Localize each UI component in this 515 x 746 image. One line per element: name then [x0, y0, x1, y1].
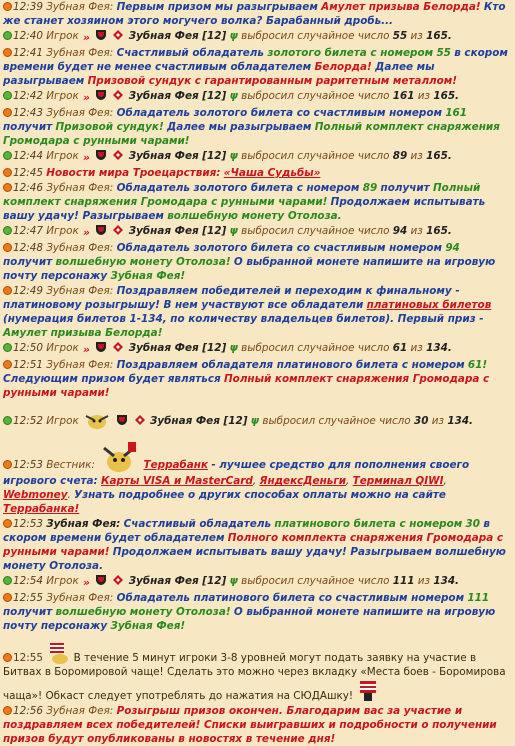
msg-text: из — [431, 415, 445, 427]
chat-message — [3, 89, 512, 105]
player-prefix: Игрок — [46, 90, 79, 102]
timestamp: 12:47 — [13, 225, 43, 237]
chat-message — [3, 149, 512, 165]
msg-text: выбросил случайное число — [241, 225, 390, 237]
orange-dot-icon — [3, 519, 12, 528]
clan-shield-icon[interactable] — [95, 149, 107, 161]
chat-message — [3, 591, 512, 633]
ticket-number: 55 — [436, 47, 451, 59]
chat-message — [3, 181, 512, 223]
chat-message — [3, 106, 512, 148]
roll-number: 61 — [392, 342, 408, 354]
msg-text: О выбранной монете напишите на игровую почту персонажу — [3, 606, 496, 632]
player-name[interactable]: Зубная Фея [12] — [128, 225, 227, 237]
msg-text: в скором времени будет обладателем — [3, 518, 490, 544]
timestamp: 12:53 — [13, 459, 43, 471]
green-dot-icon — [3, 151, 12, 160]
prize-name: Амулет призыва Белорда! — [3, 327, 163, 339]
chat-message — [3, 517, 512, 573]
orange-dot-icon — [3, 2, 12, 11]
chat-message — [3, 166, 512, 180]
herald-avatar-icon — [98, 438, 140, 474]
timestamp: 12:50 — [13, 342, 43, 354]
rank-icon — [112, 341, 124, 353]
timestamp: 12:53 — [13, 518, 43, 530]
prize-name: Амулет призыва Белорда! — [321, 1, 481, 13]
msg-text: выбросил случайное число — [241, 575, 390, 587]
roll-number: 161 — [392, 90, 415, 102]
sender[interactable]: Зубная Фея: — [46, 1, 114, 13]
msg-text: Розыгрыш призов окончен. Благодарим вас за участие и поздравляем всех победителей! Списки выигравших и подробности о получении призов будут опубликованы в новостях в течение дня! — [3, 705, 497, 745]
orange-dot-icon — [3, 183, 12, 192]
clan-shield-icon[interactable] — [95, 29, 107, 41]
info-icon[interactable]: ψ — [229, 30, 238, 42]
sender[interactable]: Зубная Фея: — [46, 182, 114, 194]
sender[interactable]: Зубная Фея: — [46, 592, 114, 604]
msg-text: из — [410, 30, 423, 42]
msg-text: Поздравляем победителей и переходим к финальному - платиновому розыгрышу! В нем участвуют все обладатели — [3, 285, 460, 311]
roll-total: 165. — [426, 30, 452, 42]
orange-dot-icon — [3, 243, 12, 252]
double-chevron-icon[interactable]: » — [83, 344, 90, 356]
ticket-number: 111 — [467, 592, 490, 604]
prize-name: Полный комплект снаряжения Громодара с рунными чарами! — [3, 182, 481, 208]
info-icon[interactable]: ψ — [229, 225, 238, 237]
payment-link-cards[interactable]: Карты VISA и MasterCard — [101, 475, 253, 487]
timestamp: 12:54 — [13, 575, 43, 587]
msg-text: получит — [3, 121, 53, 133]
timestamp: 12:42 — [13, 90, 43, 102]
player-prefix: Игрок — [46, 30, 79, 42]
timestamp: 12:43 — [13, 107, 43, 119]
msg-text: О выбранной монете напишите на игровую почту персонажу — [3, 256, 496, 282]
roll-total: 165. — [426, 225, 452, 237]
recipient-name: Зубная Фея! — [110, 270, 186, 282]
msg-text: выбросил случайное число — [241, 90, 390, 102]
player-prefix: Игрок — [46, 415, 79, 427]
roll-total: 134. — [447, 415, 473, 427]
roll-total: 165. — [433, 90, 459, 102]
chat-message — [3, 358, 512, 400]
roll-total: 165. — [426, 150, 452, 162]
info-icon[interactable]: ψ — [229, 575, 238, 587]
timestamp: 12:56 — [13, 705, 43, 717]
player-prefix: Игрок — [46, 575, 79, 587]
roll-number: 94 — [392, 225, 408, 237]
info-icon[interactable]: ψ — [229, 90, 238, 102]
ticket-number: 61! — [467, 359, 488, 371]
prize-name: Белорда! — [314, 61, 372, 73]
msg-text: Далее мы разыгрываем — [3, 61, 435, 87]
sender[interactable]: Зубная Фея: — [46, 242, 114, 254]
rank-icon — [112, 224, 124, 236]
msg-text: Обладатель платинового билета со счастливым номером — [116, 592, 465, 604]
timestamp: 12:44 — [13, 150, 43, 162]
msg-text: выбросил случайное число — [241, 150, 390, 162]
ticket-text: платинового билета с номером — [274, 518, 463, 530]
double-chevron-icon[interactable]: » — [83, 32, 90, 44]
sender[interactable]: Зубная Фея: — [46, 47, 114, 59]
msg-text: из — [410, 342, 423, 354]
msg-text: (нумерация билетов 1-134, по количеству владельцев билетов). Первый приз - — [3, 313, 484, 325]
sender[interactable]: Зубная Фея: — [46, 705, 114, 717]
news-link[interactable]: «Чаша Судьбы» — [223, 167, 321, 179]
timestamp: 12:51 — [13, 359, 43, 371]
msg-text: Обладатель золотого билета с номером — [116, 182, 360, 194]
double-chevron-icon[interactable]: » — [83, 577, 90, 589]
prize-name: Полного комплекта снаряжения Громодара с рунными чарами! — [3, 532, 504, 558]
sender[interactable]: Зубная Фея: — [46, 359, 114, 371]
msg-text: Счастливый обладатель — [123, 518, 272, 530]
msg-text: - лучшее средство для пополнения своего игрового счета: — [3, 459, 470, 487]
payment-link-qiwi[interactable]: Терминал QIWI — [352, 475, 444, 487]
green-dot-icon — [3, 416, 12, 425]
orange-dot-icon — [3, 360, 12, 369]
ticket-text: золотого билета с номером — [267, 47, 434, 59]
msg-text: Обладатель золотого билета со счастливым номером — [116, 242, 443, 254]
roll-number: 111 — [392, 575, 415, 587]
double-chevron-icon[interactable]: » — [83, 92, 90, 104]
timestamp: 12:45 — [13, 167, 43, 179]
msg-text: Продолжаем испытывать вашу удачу! Разыгрываем — [3, 196, 486, 222]
gift-flag-icon — [46, 641, 70, 665]
recipient-name: Зубная Фея! — [110, 620, 186, 632]
msg-text: получит — [3, 606, 53, 618]
msg-text: В течение 5 минут игроки 3-8 уровней могут подать заявку на участие в Битвах в Боромировой чаще! Сделать это можно через вкладку «Места боев - Боромирова чаща»! Обкаст следует употреблять до нажатия на СЮДАшку! — [3, 652, 506, 702]
gift-flag-icon[interactable] — [356, 679, 380, 703]
timestamp: 12:40 — [13, 30, 43, 42]
msg-text: из — [417, 90, 431, 102]
bank-link[interactable]: Террабанк — [143, 459, 209, 471]
chat-message — [3, 641, 512, 703]
prize-name: волшебную монету Отолоза! — [55, 606, 231, 618]
msg-text: Далее мы разыгрываем — [167, 121, 312, 133]
player-name[interactable]: Зубная Фея [12] — [128, 150, 227, 162]
prize-name: Призовой сундук с гарантированным раритетным металлом! — [87, 75, 458, 87]
double-chevron-icon[interactable]: » — [83, 227, 90, 239]
chat-message — [3, 574, 512, 590]
info-icon[interactable]: ψ — [250, 415, 260, 427]
msg-text: выбросил случайное число — [241, 30, 390, 42]
msg-text: из — [410, 225, 423, 237]
roll-total: 134. — [433, 575, 459, 587]
msg-text: Первым призом мы разыгрываем — [116, 1, 318, 13]
msg-text: получит — [380, 182, 430, 194]
timestamp: 12:46 — [13, 182, 43, 194]
clan-shield-icon[interactable] — [95, 574, 107, 586]
chat-message — [3, 29, 512, 45]
bank-site-link[interactable]: Террабанка! — [3, 503, 80, 515]
timestamp: 12:55 — [13, 592, 43, 604]
msg-text: Счастливый обладатель — [116, 47, 264, 59]
player-name[interactable]: Зубная Фея [12] — [149, 415, 248, 427]
green-dot-icon — [3, 343, 12, 352]
sender[interactable]: Зубная Фея: — [46, 518, 121, 530]
timestamp: 12:55 — [13, 652, 43, 664]
chat-message — [3, 704, 512, 746]
double-chevron-icon[interactable]: » — [83, 152, 90, 164]
msg-text: Продолжаем испытывать вашу удачу! Разыгрываем — [112, 546, 432, 558]
prize-name: волшебную монету Отолоза! — [55, 256, 231, 268]
chat-message — [3, 0, 512, 28]
chat-message — [3, 341, 512, 357]
rank-icon — [112, 149, 124, 161]
sender[interactable]: Зубная Фея: — [46, 107, 114, 119]
player-prefix: Игрок — [46, 225, 79, 237]
msg-text: Поздравляем обладателя платинового билета с номером — [116, 359, 465, 371]
msg-text: из — [410, 150, 423, 162]
tickets-link[interactable]: платиновых билетов — [366, 299, 492, 311]
news-label: Новости мира Троецарствия: — [46, 167, 221, 179]
player-name[interactable]: Зубная Фея [12] — [128, 342, 227, 354]
orange-dot-icon — [3, 108, 12, 117]
player-prefix: Игрок — [46, 342, 79, 354]
payment-link-webmoney[interactable]: Webmoney — [3, 489, 68, 501]
orange-dot-icon — [3, 653, 12, 662]
msg-text: получит — [3, 256, 53, 268]
msg-text: Кто же станет хозяином этого могучего волка? Барабанный дробь... — [3, 1, 506, 27]
rank-icon — [134, 414, 146, 426]
chat-message — [3, 224, 512, 240]
clan-shield-icon[interactable] — [95, 224, 107, 236]
msg-text: в скором времени будет не менее счастливым обладателем — [3, 47, 508, 73]
prize-name: Призовой сундук! — [55, 121, 164, 133]
green-dot-icon — [3, 576, 12, 585]
player-name[interactable]: Зубная Фея [12] — [128, 575, 227, 587]
orange-dot-icon — [3, 286, 12, 295]
timestamp: 12:52 — [13, 415, 43, 427]
orange-dot-icon — [3, 593, 12, 602]
ticket-number: 89 — [362, 182, 378, 194]
player-prefix: Игрок — [46, 150, 79, 162]
ticket-number: 30 — [465, 518, 481, 530]
prize-name: волшебную монету Отолоза. — [167, 210, 342, 222]
msg-text: Узнать подробнее о других способах оплаты можно на сайте — [74, 489, 446, 501]
player-name[interactable]: Зубная Фея [12] — [128, 90, 227, 102]
msg-text: выбросил случайное число — [262, 415, 411, 427]
payment-link-yandex[interactable]: ЯндексДеньги — [259, 475, 347, 487]
chat-message — [3, 408, 512, 430]
green-dot-icon — [3, 31, 12, 40]
roll-number: 89 — [392, 150, 408, 162]
rank-icon — [112, 574, 124, 586]
msg-text: Обладатель золотого билета со счастливым номером — [116, 107, 443, 119]
msg-text: волшебную монету Отолоза. — [3, 546, 506, 572]
ticket-number: 94 — [445, 242, 460, 254]
player-name[interactable]: Зубная Фея [12] — [128, 30, 227, 42]
chat-message — [3, 46, 512, 88]
msg-text: из — [417, 575, 431, 587]
info-icon[interactable]: ψ — [229, 150, 238, 162]
roll-total: 134. — [426, 342, 452, 354]
player-avatar-icon[interactable] — [82, 408, 112, 430]
clan-shield-icon[interactable] — [95, 341, 107, 353]
orange-dot-icon — [3, 706, 12, 715]
roll-number: 55 — [392, 30, 408, 42]
prize-name: Полный комплект снаряжения Громодара с рунными чарами! — [3, 121, 500, 147]
msg-text: Следующим призом будет являться — [3, 373, 221, 385]
orange-dot-icon — [3, 48, 12, 57]
timestamp: 12:41 — [13, 47, 43, 59]
orange-dot-icon — [3, 460, 12, 469]
timestamp: 12:49 — [13, 285, 43, 297]
chat-message: 12:53 Вестник: Террабанк - лучшее средство для пополнения своего игрового счета: Карты VISA и MasterCard, ЯндексДеньги, Терминал QIWI, Webmoney. Узнать подробнее о других способах оплаты можно на сайте Террабанка! — [3, 438, 512, 516]
chat-message — [3, 284, 512, 340]
ticket-number: 161 — [445, 107, 468, 119]
info-icon[interactable]: ψ — [229, 342, 238, 354]
rank-icon — [112, 29, 124, 41]
timestamp: 12:48 — [13, 242, 43, 254]
timestamp: 12:39 — [13, 1, 43, 13]
clan-shield-icon[interactable] — [116, 414, 128, 426]
prize-name: Полный комплект снаряжения Громодара с рунными чарами! — [3, 373, 490, 399]
roll-number: 30 — [413, 415, 429, 427]
orange-dot-icon — [3, 168, 12, 177]
green-dot-icon — [3, 91, 12, 100]
herald-label: Вестник: — [46, 459, 95, 471]
rank-icon — [112, 89, 124, 101]
clan-shield-icon[interactable] — [95, 89, 107, 101]
msg-text: выбросил случайное число — [241, 342, 390, 354]
green-dot-icon — [3, 226, 12, 235]
chat-message — [3, 241, 512, 283]
sender[interactable]: Зубная Фея: — [46, 285, 114, 297]
